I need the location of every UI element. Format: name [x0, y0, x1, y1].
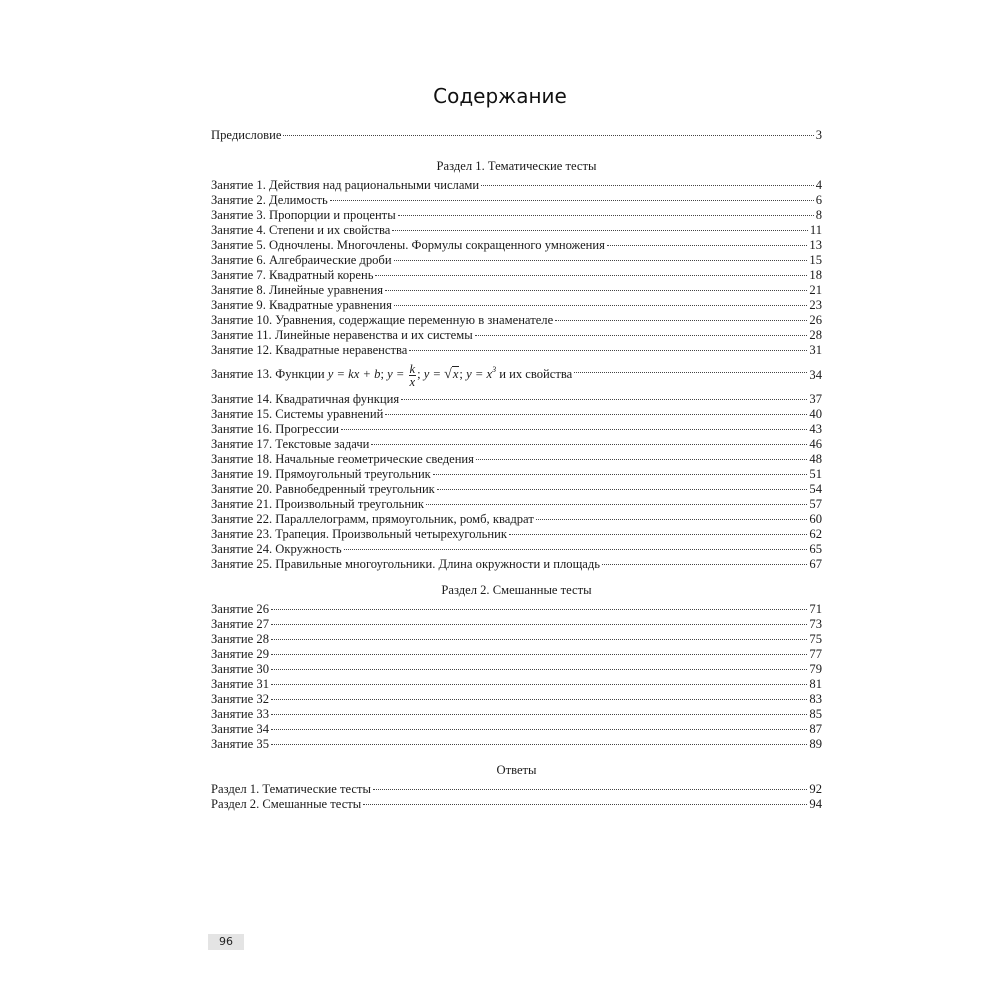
dot-leader	[574, 372, 807, 373]
toc-entry-label: Занятие 17. Текстовые задачи	[211, 437, 370, 451]
toc-entry[interactable]	[211, 407, 822, 422]
toc-entry[interactable]	[211, 722, 822, 737]
radical-sign: √	[444, 367, 452, 383]
table-of-contents	[211, 128, 822, 812]
dot-leader	[283, 135, 813, 136]
toc-entry[interactable]	[211, 208, 822, 223]
toc-entry[interactable]	[211, 268, 822, 283]
toc-entry-page: 18	[809, 268, 822, 282]
dot-leader	[344, 549, 808, 550]
toc-entry-page: 51	[809, 467, 822, 481]
toc-entry-label: Раздел 2. Смешанные тесты	[211, 797, 362, 811]
toc-entry-page: 57	[809, 497, 822, 511]
toc-entry-page: 65	[809, 542, 822, 556]
toc-entry-page: 23	[809, 298, 822, 312]
answers-heading: Ответы	[496, 763, 537, 777]
toc-entry-page: 81	[809, 677, 822, 691]
dot-leader	[394, 305, 807, 306]
dot-leader	[341, 429, 807, 430]
toc-entry-page: 40	[809, 407, 822, 421]
toc-entry[interactable]	[211, 512, 822, 527]
toc-entry-label: Занятие 7. Квадратный корень	[211, 268, 374, 282]
toc-entry-page: 77	[809, 647, 822, 661]
toc-entry[interactable]	[211, 178, 822, 193]
formula-fraction	[409, 363, 417, 388]
toc-entry[interactable]	[211, 737, 822, 752]
toc-entry-label: Занятие 32	[211, 692, 270, 706]
dot-leader	[271, 729, 807, 730]
toc-entry-page: 92	[809, 782, 822, 796]
toc-entry-page: 6	[815, 193, 822, 207]
toc-entry-page: 71	[809, 602, 822, 616]
toc-entry-label: Занятие 8. Линейные уравнения	[211, 283, 384, 297]
section-2-list	[211, 602, 822, 752]
dot-leader	[371, 444, 807, 445]
toc-entry-label: Занятие 16. Прогрессии	[211, 422, 340, 436]
dot-leader	[271, 669, 807, 670]
dot-leader	[271, 654, 807, 655]
toc-entry[interactable]	[211, 677, 822, 692]
toc-entry-label: Занятие 33	[211, 707, 270, 721]
toc-entry[interactable]	[211, 223, 822, 238]
dot-leader	[602, 564, 807, 565]
dot-leader	[373, 789, 807, 790]
toc-entry-label: Занятие 22. Параллелограмм, прямоугольник, ромб, квадрат	[211, 512, 534, 526]
toc-entry-page: 48	[809, 452, 822, 466]
toc-entry-label: Занятие 4. Степени и их свойства	[211, 223, 391, 237]
toc-entry[interactable]	[211, 328, 822, 343]
toc-entry-page: 34	[809, 367, 822, 382]
toc-entry-preface[interactable]	[211, 128, 822, 143]
separator: ;	[459, 367, 467, 382]
toc-entry-label: Занятие 34	[211, 722, 270, 736]
dot-leader	[509, 534, 807, 535]
dot-leader	[271, 744, 807, 745]
toc-entry-label: Занятие 14. Квадратичная функция	[211, 392, 400, 406]
dot-leader	[426, 504, 807, 505]
toc-entry-label: Занятие 26	[211, 602, 270, 616]
toc-entry[interactable]	[211, 467, 822, 482]
dot-leader	[409, 350, 807, 351]
toc-entry[interactable]	[211, 422, 822, 437]
toc-entry[interactable]	[211, 193, 822, 208]
toc-entry-page: 26	[809, 313, 822, 327]
dot-leader	[398, 215, 814, 216]
toc-entry-label: Занятие 27	[211, 617, 270, 631]
toc-entry[interactable]	[211, 527, 822, 542]
toc-entry-label: Занятие 23. Трапеция. Произвольный четырехугольник	[211, 527, 507, 541]
formula-hyperbola-lhs: y =	[387, 367, 408, 382]
section-1-list-a	[211, 178, 822, 358]
toc-entry-label: Занятие 30	[211, 662, 270, 676]
toc-entry[interactable]	[211, 797, 822, 812]
dot-leader	[536, 519, 808, 520]
toc-entry[interactable]	[211, 482, 822, 497]
toc-entry-label: Раздел 1. Тематические тесты	[211, 782, 371, 796]
dot-leader	[375, 275, 807, 276]
dot-leader	[385, 414, 807, 415]
dot-leader	[607, 245, 807, 246]
dot-leader	[437, 489, 808, 490]
toc-entry-page: 43	[809, 422, 822, 436]
toc-entry-label: Занятие 1. Действия над рациональными числами	[211, 178, 480, 192]
toc-entry[interactable]	[211, 632, 822, 647]
separator: ;	[380, 367, 388, 382]
toc-entry-label: Занятие 24. Окружность	[211, 542, 342, 556]
toc-entry-page: 54	[809, 482, 822, 496]
answers-list	[211, 782, 822, 812]
separator: ;	[417, 367, 424, 382]
toc-entry-label: Занятие 9. Квадратные уравнения	[211, 298, 392, 312]
toc-entry[interactable]	[211, 452, 822, 467]
toc-entry-page: 67	[809, 557, 822, 571]
section-1-heading: Раздел 1. Тематические тесты	[436, 159, 597, 173]
toc-entry[interactable]	[211, 602, 822, 617]
toc-entry[interactable]	[211, 313, 822, 328]
dot-leader	[385, 290, 807, 291]
page-title: Содержание	[433, 84, 567, 108]
toc-entry-label: Занятие 35	[211, 737, 270, 751]
dot-leader	[394, 260, 808, 261]
formula-cubic-base: y = x	[466, 367, 493, 382]
toc-entry-label: Занятие 29	[211, 647, 270, 661]
toc-entry[interactable]	[211, 253, 822, 268]
toc-entry[interactable]	[211, 283, 822, 298]
toc-entry-page: 89	[809, 737, 822, 751]
toc-entry-label: Занятие 31	[211, 677, 270, 691]
dot-leader	[271, 699, 807, 700]
item13-suffix: и их свойства	[496, 367, 573, 382]
toc-entry[interactable]	[211, 557, 822, 572]
toc-entry[interactable]	[211, 542, 822, 557]
toc-entry[interactable]	[211, 392, 822, 407]
toc-entry-page: 73	[809, 617, 822, 631]
toc-entry-page: 21	[809, 283, 822, 297]
toc-entry[interactable]	[211, 497, 822, 512]
toc-entry[interactable]	[211, 238, 822, 253]
toc-entry-label: Занятие 15. Системы уравнений	[211, 407, 384, 421]
toc-entry-label: Занятие 6. Алгебраические дроби	[211, 253, 392, 267]
section-1-list-b	[211, 392, 822, 572]
toc-entry-page: 28	[809, 328, 822, 342]
toc-entry-page: 60	[809, 512, 822, 526]
dot-leader	[363, 804, 807, 805]
toc-entry-page: 79	[809, 662, 822, 676]
toc-entry-page: 37	[809, 392, 822, 406]
formula-linear: y = kx + b	[327, 367, 381, 382]
toc-entry-page: 11	[809, 223, 822, 237]
dot-leader	[481, 185, 814, 186]
toc-entry-page: 62	[809, 527, 822, 541]
radical-argument: x	[452, 367, 459, 382]
dot-leader	[476, 459, 807, 460]
toc-entry[interactable]	[211, 647, 822, 662]
toc-entry[interactable]	[211, 298, 822, 313]
toc-entry-label: Занятие 20. Равнобедренный треугольник	[211, 482, 435, 496]
toc-entry-label: Занятие 10. Уравнения, содержащие переменную в знаменателе	[211, 313, 554, 327]
toc-entry-label: Занятие 11. Линейные неравенства и их системы	[211, 328, 473, 342]
toc-entry-label: Занятие 3. Пропорции и проценты	[211, 208, 396, 222]
toc-entry-page: 13	[809, 238, 822, 252]
fraction-denominator: x	[409, 374, 416, 389]
dot-leader	[271, 684, 807, 685]
toc-entry[interactable]	[211, 617, 822, 632]
dot-leader	[475, 335, 808, 336]
dot-leader	[271, 714, 807, 715]
toc-entry-page: 46	[809, 437, 822, 451]
toc-entry-label: Занятие 2. Делимость	[211, 193, 328, 207]
item13-prefix: Занятие 13. Функции	[211, 367, 328, 382]
toc-entry-label: Занятие 19. Прямоугольный треугольник	[211, 467, 431, 481]
dot-leader	[271, 639, 807, 640]
toc-entry-label: Занятие 25. Правильные многоугольники. Длина окружности и площадь	[211, 557, 601, 571]
toc-entry-page: 3	[815, 128, 822, 142]
page-number: 96	[208, 934, 244, 950]
dot-leader	[271, 624, 807, 625]
toc-entry-page: 4	[815, 178, 822, 192]
toc-entry[interactable]	[211, 437, 822, 452]
toc-entry-page: 94	[809, 797, 822, 811]
dot-leader	[330, 200, 814, 201]
dot-leader	[555, 320, 807, 321]
dot-leader	[271, 609, 807, 610]
toc-entry-label: Занятие 12. Квадратные неравенства	[211, 343, 408, 357]
toc-entry-label: Предисловие	[211, 128, 282, 142]
formula-cubic	[466, 367, 496, 381]
toc-entry-label: Занятие 28	[211, 632, 270, 646]
toc-entry-label: Занятие 18. Начальные геометрические сведения	[211, 452, 474, 466]
toc-entry-item-13[interactable]	[211, 358, 822, 392]
dot-leader	[433, 474, 808, 475]
section-2-heading: Раздел 2. Смешанные тесты	[441, 583, 592, 597]
dot-leader	[401, 399, 807, 400]
toc-entry[interactable]	[211, 692, 822, 707]
formula-cubic-exponent: 3	[492, 365, 497, 375]
toc-entry-page: 15	[809, 253, 822, 267]
formula-sqrt	[444, 366, 459, 382]
toc-entry-page: 31	[809, 343, 822, 357]
toc-entry-page: 87	[809, 722, 822, 736]
dot-leader	[392, 230, 808, 231]
toc-entry-label	[211, 362, 572, 388]
toc-entry[interactable]	[211, 707, 822, 722]
toc-entry-page: 75	[809, 632, 822, 646]
toc-entry[interactable]	[211, 782, 822, 797]
fraction-numerator: k	[409, 361, 416, 376]
toc-entry-page: 8	[815, 208, 822, 222]
toc-entry[interactable]	[211, 662, 822, 677]
toc-entry[interactable]	[211, 343, 822, 358]
toc-entry-page: 83	[809, 692, 822, 706]
formula-sqrt-lhs: y =	[423, 367, 445, 382]
toc-entry-label: Занятие 21. Произвольный треугольник	[211, 497, 424, 511]
toc-entry-page: 85	[809, 707, 822, 721]
toc-entry-label: Занятие 5. Одночлены. Многочлены. Формулы сокращенного умножения	[211, 238, 605, 252]
